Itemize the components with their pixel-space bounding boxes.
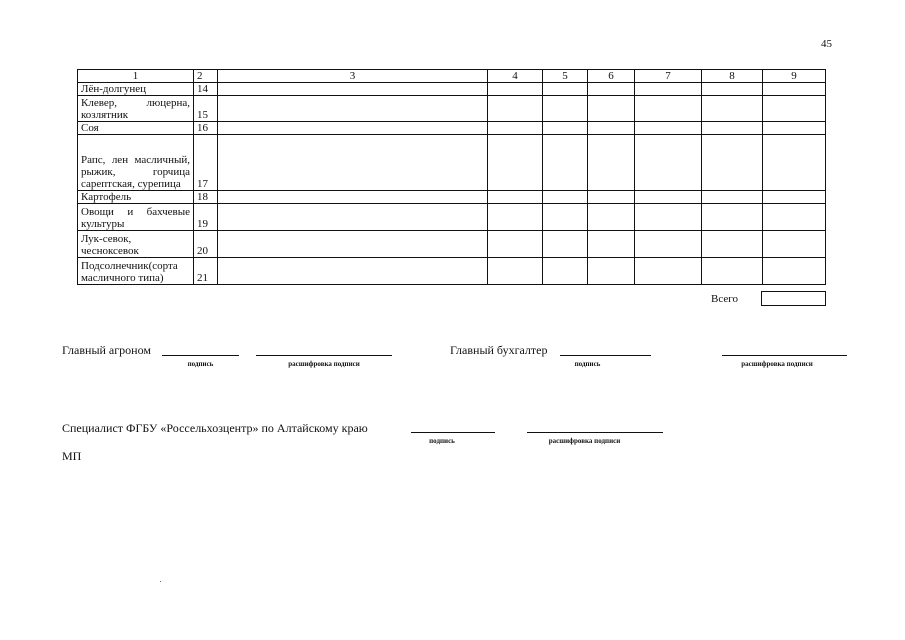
value-cell[interactable] <box>543 258 588 285</box>
value-cell[interactable] <box>543 191 588 204</box>
value-cell[interactable] <box>543 96 588 122</box>
page-number: 45 <box>821 38 832 50</box>
column-header: 5 <box>543 70 588 83</box>
value-cell[interactable] <box>488 122 543 135</box>
value-cell[interactable] <box>588 83 635 96</box>
value-cell[interactable] <box>543 231 588 258</box>
value-cell[interactable] <box>763 96 826 122</box>
value-cell[interactable] <box>488 96 543 122</box>
value-cell[interactable] <box>218 122 488 135</box>
column-header: 8 <box>702 70 763 83</box>
total-value-cell[interactable] <box>761 291 826 306</box>
accountant-signature-line[interactable] <box>560 355 651 356</box>
row-code-cell: 18 <box>194 191 218 204</box>
value-cell[interactable] <box>635 191 702 204</box>
value-cell[interactable] <box>702 191 763 204</box>
column-header: 4 <box>488 70 543 83</box>
value-cell[interactable] <box>635 231 702 258</box>
value-cell[interactable] <box>488 191 543 204</box>
crop-report-table <box>77 69 826 285</box>
value-cell[interactable] <box>488 204 543 231</box>
value-cell[interactable] <box>763 258 826 285</box>
value-cell[interactable] <box>488 135 543 191</box>
value-cell[interactable] <box>635 258 702 285</box>
crop-name-cell: Лён-долгунец <box>78 83 194 96</box>
value-cell[interactable] <box>763 204 826 231</box>
column-header: 7 <box>635 70 702 83</box>
agronomist-label: Главный агроном <box>62 343 151 357</box>
value-cell[interactable] <box>588 96 635 122</box>
agronomist-signature-line[interactable] <box>162 355 239 356</box>
row-code-cell: 14 <box>194 83 218 96</box>
scan-speck <box>160 581 161 582</box>
table-row <box>78 83 826 96</box>
value-cell[interactable] <box>543 122 588 135</box>
crop-name-cell: Подсолнечник(сорта масличного типа) <box>78 258 194 285</box>
value-cell[interactable] <box>218 83 488 96</box>
value-cell[interactable] <box>488 231 543 258</box>
value-cell[interactable] <box>702 135 763 191</box>
specialist-label: Специалист ФГБУ «Россельхозцентр» по Алтайскому краю <box>62 421 368 435</box>
value-cell[interactable] <box>763 135 826 191</box>
table-row <box>78 191 826 204</box>
agronomist-decoding-caption: расшифровка подписи <box>288 360 360 368</box>
value-cell[interactable] <box>218 258 488 285</box>
column-header: 1 <box>78 70 194 83</box>
column-header: 9 <box>763 70 826 83</box>
value-cell[interactable] <box>218 191 488 204</box>
row-code-cell: 17 <box>194 135 218 191</box>
value-cell[interactable] <box>702 231 763 258</box>
value-cell[interactable] <box>588 204 635 231</box>
accountant-signature-caption: подпись <box>574 360 601 368</box>
specialist-signature-caption: подпись <box>429 437 455 445</box>
table-row <box>78 231 826 258</box>
stamp-label: МП <box>62 449 82 463</box>
table-row <box>78 204 826 231</box>
table-row <box>78 122 826 135</box>
value-cell[interactable] <box>702 204 763 231</box>
row-code-cell: 15 <box>194 96 218 122</box>
value-cell[interactable] <box>588 191 635 204</box>
value-cell[interactable] <box>488 258 543 285</box>
crop-name-cell: Соя <box>78 122 194 135</box>
value-cell[interactable] <box>218 231 488 258</box>
accountant-label: Главный бухгалтер <box>450 343 548 357</box>
value-cell[interactable] <box>702 83 763 96</box>
column-header: 2 <box>194 70 218 83</box>
crop-name-cell: Лук-севок, чесноксевок <box>78 231 194 258</box>
specialist-signature-line[interactable] <box>411 432 495 433</box>
value-cell[interactable] <box>543 83 588 96</box>
value-cell[interactable] <box>702 96 763 122</box>
table-header-row <box>78 70 826 83</box>
value-cell[interactable] <box>702 122 763 135</box>
value-cell[interactable] <box>635 122 702 135</box>
value-cell[interactable] <box>588 231 635 258</box>
value-cell[interactable] <box>635 135 702 191</box>
value-cell[interactable] <box>763 122 826 135</box>
value-cell[interactable] <box>702 258 763 285</box>
value-cell[interactable] <box>763 231 826 258</box>
specialist-decoding-line[interactable] <box>527 432 663 433</box>
row-code-cell: 16 <box>194 122 218 135</box>
crop-name-cell: Картофель <box>78 191 194 204</box>
crop-name-cell: Рапс, лен масличный, рыжик, горчица сарептская, сурепица <box>78 135 194 191</box>
crop-name-cell: Клевер, люцерна, козлятник <box>78 96 194 122</box>
value-cell[interactable] <box>543 204 588 231</box>
value-cell[interactable] <box>543 135 588 191</box>
row-code-cell: 20 <box>194 231 218 258</box>
value-cell[interactable] <box>635 204 702 231</box>
accountant-decoding-caption: расшифровка подписи <box>741 360 813 368</box>
agronomist-signature-caption: подпись <box>187 360 214 368</box>
value-cell[interactable] <box>763 191 826 204</box>
column-header: 3 <box>218 70 488 83</box>
value-cell[interactable] <box>218 135 488 191</box>
specialist-decoding-caption: расшифровка подписи <box>548 437 621 445</box>
accountant-decoding-line[interactable] <box>722 355 847 356</box>
value-cell[interactable] <box>588 135 635 191</box>
table-row <box>78 258 826 285</box>
value-cell[interactable] <box>218 96 488 122</box>
total-label: Всего <box>711 293 738 305</box>
value-cell[interactable] <box>588 258 635 285</box>
table-row <box>78 96 826 122</box>
agronomist-decoding-line[interactable] <box>256 355 392 356</box>
value-cell[interactable] <box>635 96 702 122</box>
row-code-cell: 21 <box>194 258 218 285</box>
table-row <box>78 135 826 191</box>
value-cell[interactable] <box>763 83 826 96</box>
crop-name-cell: Овощи и бахчевые культуры <box>78 204 194 231</box>
row-code-cell: 19 <box>194 204 218 231</box>
value-cell[interactable] <box>588 122 635 135</box>
value-cell[interactable] <box>488 83 543 96</box>
value-cell[interactable] <box>635 83 702 96</box>
column-header: 6 <box>588 70 635 83</box>
value-cell[interactable] <box>218 204 488 231</box>
